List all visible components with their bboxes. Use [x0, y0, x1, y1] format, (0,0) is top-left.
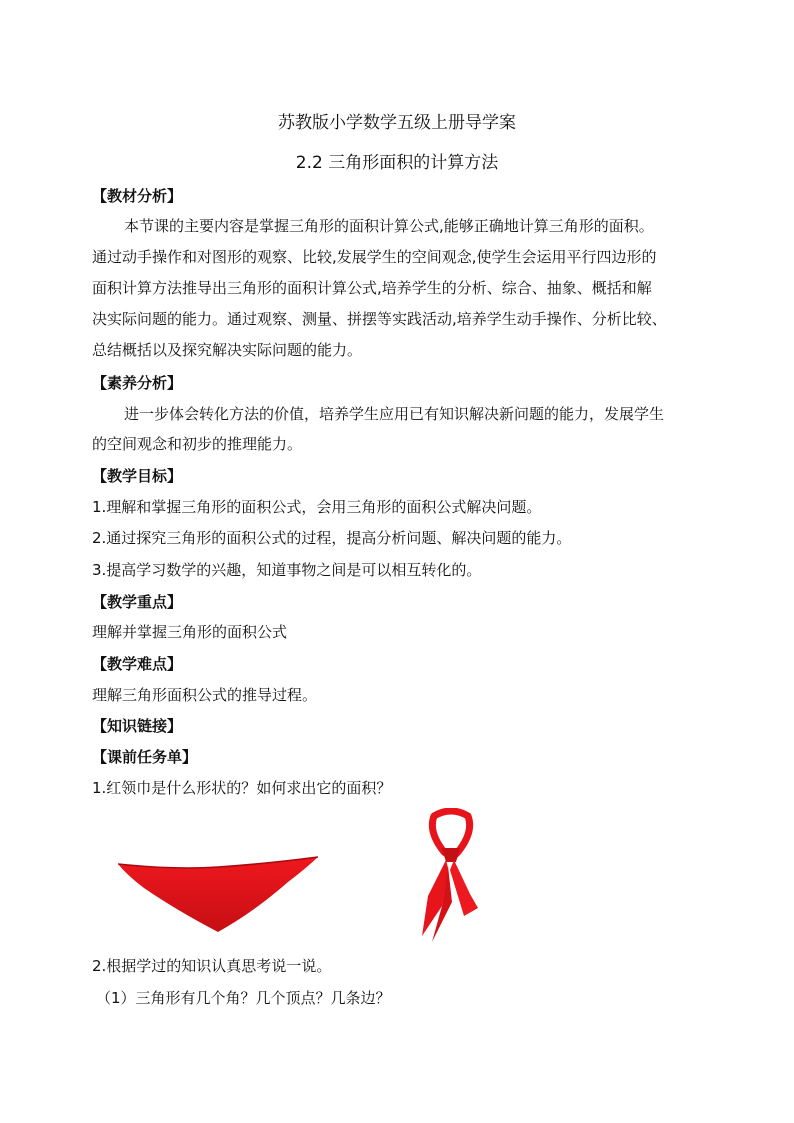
task-question-2-1: （1）三角形有几个角？几个顶点？几条边？ [96, 989, 391, 1007]
paragraph-line: 通过动手操作和对图形的观察、比较,发展学生的空间观念,使学生会运用平行四边形的 [92, 248, 657, 266]
paragraph-line: 面积计算方法推导出三角形的面积计算公式,培养学生的分析、综合、抽象、概括和解 [92, 279, 652, 297]
paragraph-line: 本节课的主要内容是掌握三角形的面积计算公式,能够正确地计算三角形的面积。 [124, 217, 654, 235]
task-question-1: 1.红领巾是什么形状的？如何求出它的面积？ [92, 779, 392, 797]
red-scarf-triangle-image [114, 852, 320, 934]
document-title: 苏教版小学数学五级上册导学案 [278, 113, 516, 133]
heading-key-point: 【教学重点】 [92, 593, 183, 611]
red-scarf-tied-image [418, 808, 484, 942]
task-question-2: 2.根据学过的知识认真思考说一说。 [92, 957, 332, 975]
heading-teaching-goals: 【教学目标】 [92, 467, 183, 485]
heading-difficulty: 【教学难点】 [92, 655, 183, 673]
heading-literacy-analysis: 【素养分析】 [92, 374, 183, 392]
goal-item: 1.理解和掌握三角形的面积公式，会用三角形的面积公式解决问题。 [92, 498, 542, 516]
difficulty-text: 理解三角形面积公式的推导过程。 [92, 686, 318, 704]
lesson-title: 2.2 三角形面积的计算方法 [295, 153, 499, 173]
goal-item: 2.通过探究三角形的面积公式的过程，提高分析问题、解决问题的能力。 [92, 529, 572, 547]
goal-item: 3.提高学习数学的兴趣，知道事物之间是可以相互转化的。 [92, 561, 482, 579]
paragraph-line: 决实际问题的能力。通过观察、测量、拼摆等实践活动,培养学生动手操作、分析比较、 [92, 310, 667, 328]
heading-knowledge-link: 【知识链接】 [92, 717, 183, 735]
paragraph-line: 的空间观念和初步的推理能力。 [92, 435, 303, 453]
heading-pre-class-tasks: 【课前任务单】 [92, 748, 198, 766]
key-point-text: 理解并掌握三角形的面积公式 [92, 623, 288, 641]
paragraph-line: 总结概括以及探究解决实际问题的能力。 [92, 341, 363, 359]
heading-material-analysis: 【教材分析】 [92, 187, 183, 205]
paragraph-line: 进一步体会转化方法的价值，培养学生应用已有知识解决新问题的能力，发展学生 [124, 405, 665, 423]
